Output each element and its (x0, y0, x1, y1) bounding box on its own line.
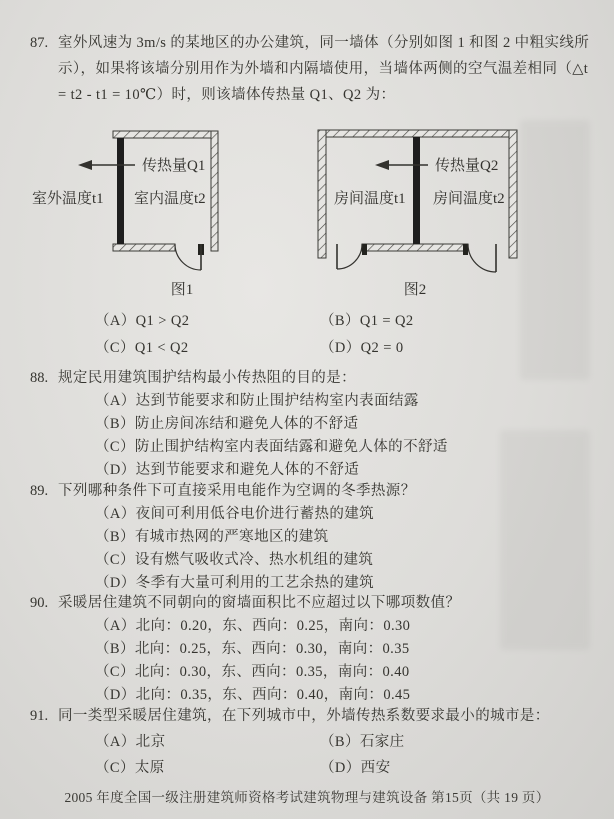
option-b: （B）北向：0.25，东、西向：0.30，南向：0.35 (95, 641, 410, 657)
bottom-wall (362, 244, 468, 251)
door-jamb (362, 244, 367, 255)
figure-1-exterior-wall-diagram (28, 114, 280, 304)
fig2-left-room-label: 房间温度t1 (334, 191, 406, 207)
question-number: 89. (30, 483, 49, 499)
fig1-caption: 图1 (170, 282, 194, 298)
question-87-options (95, 308, 594, 362)
option-c: （C）北向：0.30，东、西向：0.35，南向：0.40 (95, 664, 410, 680)
door-jamb (463, 244, 468, 255)
option-c: （C）Q1 < Q2 (95, 340, 189, 356)
option-d: （D）冬季有大量可利用的工艺余热的建筑 (95, 575, 375, 591)
fig1-heat-label: 传热量Q1 (142, 158, 206, 174)
question-number: 90. (30, 595, 49, 611)
question-87 (30, 30, 594, 108)
question-90 (30, 592, 594, 707)
top-wall (318, 130, 517, 137)
door-swing (175, 244, 201, 270)
page-footer: 2005 年度全国一级注册建筑师资格考试建筑物理与建筑设备 第15页（共 19 页） (64, 790, 550, 805)
option-d: （D）西安 (320, 760, 391, 776)
door-swing (468, 244, 496, 272)
right-wall (509, 130, 517, 258)
question-88 (30, 367, 594, 482)
question-text: 下列哪种条件下可直接采用电能作为空调的冬季热源？ (58, 483, 416, 499)
studied-wall-thick-line (413, 137, 420, 244)
option-b: （B）石家庄 (320, 734, 405, 750)
question-number: 88. (30, 370, 49, 386)
option-a: （A）达到节能要求和防止围护结构室内表面结露 (95, 393, 419, 409)
question-89-options (95, 503, 594, 595)
fig1-inside-label: 室内温度t2 (134, 191, 206, 207)
option-b: （B）防止房间冻结和避免人体的不舒适 (95, 416, 359, 432)
door-swing (337, 244, 362, 269)
figures-row (0, 114, 614, 304)
top-wall (113, 131, 218, 138)
question-89 (30, 480, 594, 595)
fig2-caption: 图2 (403, 282, 427, 298)
question-text: 室外风速为 3m/s 的某地区的办公建筑，同一墙体（分别如图 1 和图 2 中粗实线所示），如果将该墙分别用作为外墙和内隔墙使用，当墙体两侧的空气温差相同（△t = t2 - t1 = 10℃）时，则该墙体传热量 Q1、Q2 为： (58, 35, 590, 103)
option-c: （C）设有燃气吸收式冷、热水机组的建筑 (95, 552, 374, 568)
option-a: （A）夜间可利用低谷电价进行蓄热的建筑 (95, 506, 375, 522)
option-a: （A）Q1 > Q2 (95, 313, 190, 329)
option-d: （D）达到节能要求和避免人体的不舒适 (95, 462, 360, 478)
question-number: 87. (30, 35, 49, 51)
question-88-options (95, 390, 594, 482)
heat-flow-arrow (375, 160, 428, 170)
option-a: （A）北京 (95, 734, 166, 750)
option-c: （C）太原 (95, 760, 165, 776)
option-d: （D）Q2 = 0 (320, 340, 404, 356)
option-a: （A）北向：0.20，东、西向：0.25，南向：0.30 (95, 618, 411, 634)
option-c: （C）防止围护结构室内表面结露和避免人体的不舒适 (95, 439, 448, 455)
question-number: 91. (30, 708, 49, 724)
right-wall (211, 131, 218, 251)
heat-flow-arrow (78, 160, 135, 170)
question-text: 采暖居住建筑不同朝向的窗墙面积比不应超过以下哪项数值？ (58, 595, 461, 611)
option-d: （D）北向：0.35，东、西向：0.40，南向：0.45 (95, 687, 411, 703)
left-wall (318, 130, 326, 258)
option-b: （B）Q1 = Q2 (320, 313, 414, 329)
question-91 (30, 703, 594, 781)
bottom-wall (113, 244, 175, 251)
fig1-outside-label: 室外温度t1 (32, 191, 104, 207)
question-text: 同一类型采暖居住建筑，在下列城市中，外墙传热系数要求最小的城市是： (58, 708, 550, 724)
figure-2-partition-wall-diagram (296, 114, 548, 304)
option-b: （B）有城市热网的严寒地区的建筑 (95, 529, 329, 545)
fig2-heat-label: 传热量Q2 (435, 158, 499, 174)
studied-wall-thick-line (117, 138, 124, 244)
fig2-right-room-label: 房间温度t2 (433, 191, 505, 207)
question-text: 规定民用建筑围护结构最小传热阻的目的是： (58, 370, 356, 386)
question-91-options (95, 729, 594, 781)
question-90-options (95, 615, 594, 707)
